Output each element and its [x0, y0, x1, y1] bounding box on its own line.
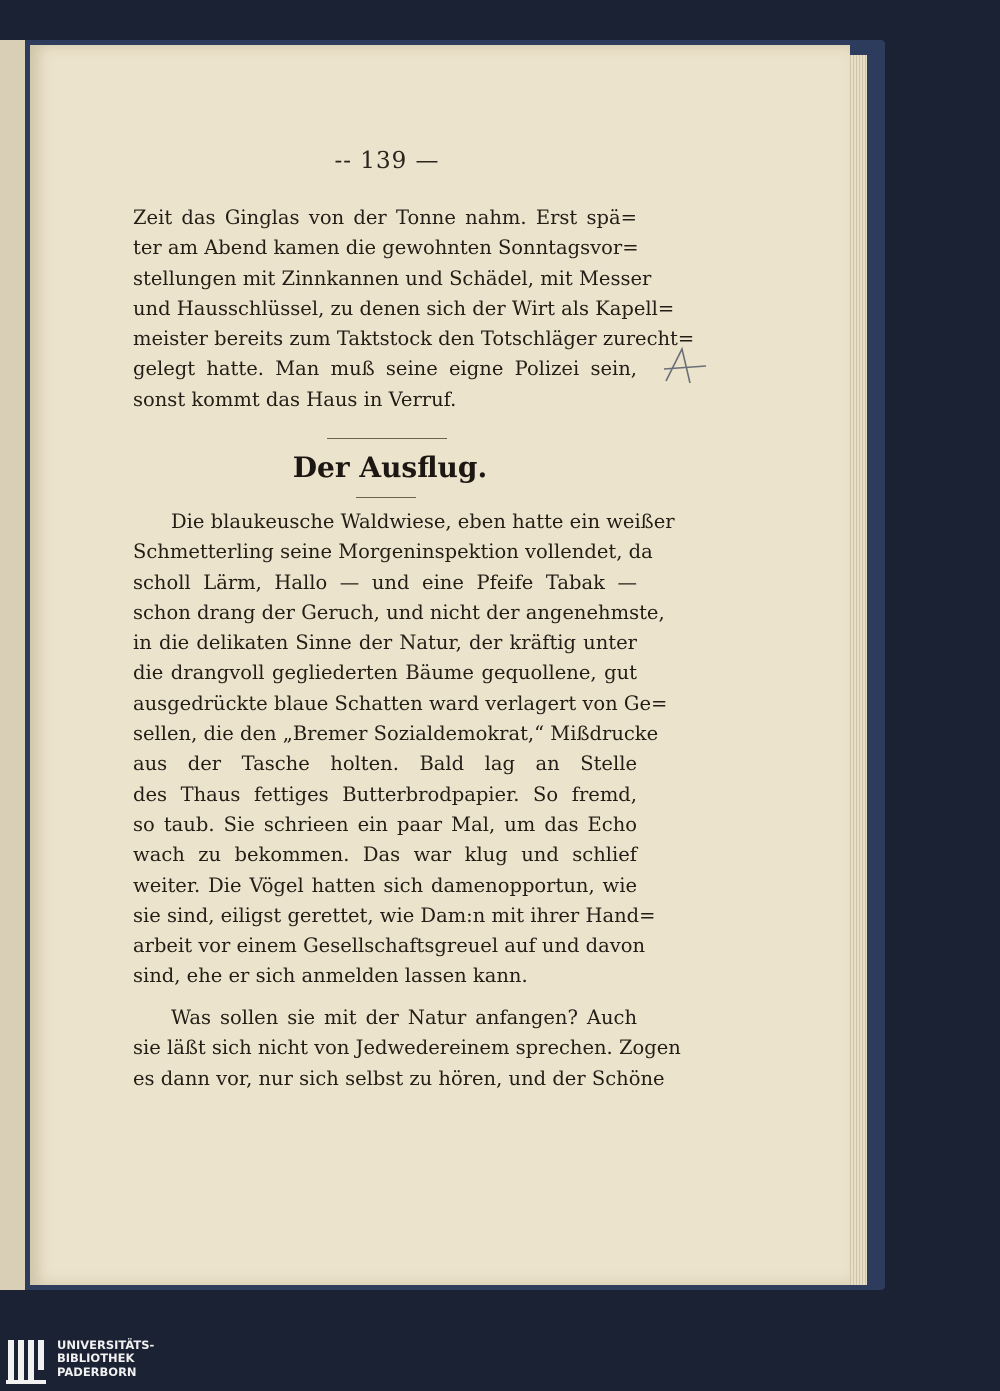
text-line: ausgedrückte blaue Schatten ward verlagert von Ge=: [133, 691, 668, 715]
margin-annotation-a-icon: [662, 345, 708, 385]
paragraph-2: [133, 507, 675, 992]
text-line: schon drang der Geruch, und nicht der angenehmste,: [133, 600, 665, 624]
library-name: [57, 1339, 154, 1379]
text-line: es dann vor, nur sich selbst zu hören, und der Schöne: [133, 1066, 665, 1090]
text-line: die drangvoll gegliederten Bäume gequollene, gut: [133, 661, 637, 685]
paragraph-1: [133, 203, 695, 415]
text-line: sie läßt sich nicht von Jedwedereinem sprechen. Zogen: [133, 1036, 681, 1060]
section-heading: Der Ausflug.: [292, 451, 488, 484]
text-line: des Thaus fettiges Butterbrodpapier. So fremd,: [133, 782, 637, 806]
text-line: meister bereits zum Taktstock den Totschläger zurecht=: [133, 327, 695, 351]
text-line: gelegt hatte. Man muß seine eigne Polizei sein,: [133, 357, 637, 381]
text-line: aus der Tasche holten. Bald lag an Stelle: [133, 752, 637, 776]
page-number: -- 139 —: [334, 148, 440, 174]
text-line: Zeit das Ginglas von der Tonne nahm. Erst spä=: [133, 206, 637, 229]
text-line: in die delikaten Sinne der Natur, der kräftig unter: [133, 631, 637, 655]
text-line: arbeit vor einem Gesellschaftsgreuel auf und davon: [133, 934, 646, 958]
text-line: so taub. Sie schrieen ein paar Mal, um das Echo: [133, 812, 637, 836]
library-name-line: BIBLIOTHEK: [57, 1351, 135, 1366]
text-line: Schmetterling seine Morgeninspektion vollendet, da: [133, 540, 653, 564]
text-line: sellen, die den „Bremer Sozialdemokrat,“ Mißdrucke: [133, 722, 659, 746]
text-line: scholl Lärm, Hallo — und eine Pfeife Tabak —: [133, 570, 637, 594]
text-line: stellungen mit Zinnkannen und Schädel, mit Messer: [133, 266, 652, 290]
text-line: wach zu bekommen. Das war klug und schlief: [133, 843, 637, 867]
text-line: weiter. Die Vögel hatten sich damenopportun, wie: [133, 873, 637, 897]
library-logo-icon: [4, 1336, 48, 1388]
text-line: sind, ehe er sich anmelden lassen kann.: [133, 964, 528, 988]
left-page-edge: [0, 40, 25, 1290]
text-line: sonst kommt das Haus in Verruf.: [133, 387, 457, 411]
section-divider-top: [327, 438, 447, 439]
text-line: Die blaukeusche Waldwiese, eben hatte ein weißer: [171, 510, 675, 533]
section-divider-bottom: [356, 497, 416, 498]
library-name-line: UNIVERSITÄTS-: [57, 1338, 155, 1352]
text-line: ter am Abend kamen die gewohnten Sonntagsvor=: [133, 236, 639, 260]
paragraph-3: [133, 1003, 681, 1094]
text-line: sie sind, eiligst gerettet, wie Dam:n mit ihrer Hand=: [133, 903, 656, 927]
library-name-line: PADERBORN: [57, 1364, 137, 1379]
text-line: und Hausschlüssel, zu denen sich der Wirt als Kapell=: [133, 296, 675, 320]
text-line: Was sollen sie mit der Natur anfangen? Auch: [171, 1006, 637, 1029]
